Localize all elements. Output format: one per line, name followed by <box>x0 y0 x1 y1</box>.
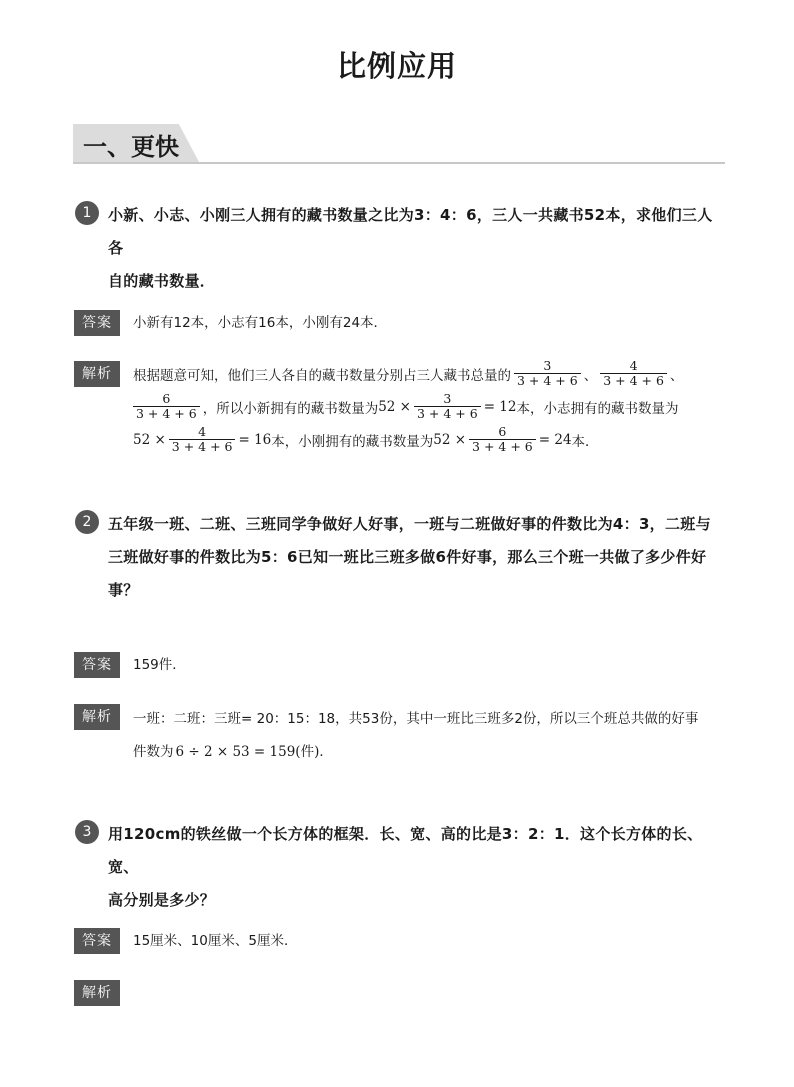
separator: 、 <box>583 367 598 384</box>
question-1-line-1: 小新、小志、小刚三人拥有的藏书数量之比为3：4：6，三人一共藏书52本，求他们三人各 <box>108 206 713 257</box>
fraction-6-over-13: $\frac{6}{3 + 4 + 6}$ <box>133 392 200 421</box>
answer-2-text: 159件． <box>133 657 186 673</box>
math-52-times: 52 × <box>378 398 411 415</box>
explanation-1-text-c: 本，小志拥有的藏书数量为 <box>516 400 679 417</box>
section-header <box>73 124 725 164</box>
fraction-3-over-13: $\frac{3}{3 + 4 + 6}$ <box>414 392 481 421</box>
section-label: 一、更快 <box>83 133 179 161</box>
math-52-times: 52 × <box>133 431 166 448</box>
explanation-2-text-b: ． <box>319 743 333 760</box>
explanation-1-line-1 <box>133 357 713 390</box>
answer-1-text: 小新有12本，小志有16本，小刚有24本． <box>133 315 388 331</box>
explanation-1-line-3 <box>133 423 713 456</box>
explanation-1-text-e: 本． <box>571 433 599 450</box>
explanation-2-line-2 <box>133 733 713 766</box>
question-1-text <box>108 199 713 298</box>
separator: 、 <box>669 367 684 384</box>
answer-tag-1: 答案 <box>74 310 120 336</box>
question-2-text <box>108 508 713 607</box>
explanation-2-line-1: 一班：二班：三班= 20：15：18，共53份，其中一班比三班多2份，所以三个班总共做的好事 <box>133 710 699 727</box>
math-calculation: 6 ÷ 2 × 53 = 159(件) <box>175 743 320 760</box>
answer-tag-3: 答案 <box>74 928 120 954</box>
explanation-2 <box>133 700 713 766</box>
explanation-1-text-b: ，所以小新拥有的藏书数量为 <box>202 400 379 417</box>
question-2-line-1: 五年级一班、二班、三班同学争做好人好事，一班与二班做好事的件数比为4：3，二班与 <box>108 515 711 533</box>
math-52-times: 52 × <box>433 431 467 448</box>
explanation-1 <box>133 357 713 456</box>
question-number-3: 3 <box>75 820 99 844</box>
question-number-2: 2 <box>75 510 99 534</box>
question-2-line-2: 三班做好事的件数比为5：6已知一班比三班多做6件好事，那么三个班一共做了多少件好 <box>108 548 707 566</box>
fraction-3-over-13: $\frac{3}{3 + 4 + 6}$ <box>514 359 581 388</box>
fraction-4-over-13: $\frac{4}{3 + 4 + 6}$ <box>169 425 236 454</box>
page-title: 比例应用 <box>336 49 457 83</box>
explanation-1-line-2 <box>133 390 713 423</box>
question-3-line-1: 用120cm的铁丝做一个长方体的框架．长、宽、高的比是3：2：1．这个长方体的长、宽、 <box>108 825 703 876</box>
explanation-1-text-a: 根据题意可知，他们三人各自的藏书数量分别占三人藏书总量的 <box>133 367 511 384</box>
answer-tag-2: 答案 <box>74 652 120 678</box>
question-2-line-3: 事？ <box>108 581 139 599</box>
math-equals-24: = 24 <box>538 431 572 448</box>
fraction-6-over-13: $\frac{6}{3 + 4 + 6}$ <box>469 425 536 454</box>
explanation-2-text-a: 件数为 <box>133 743 174 760</box>
explanation-1-text-d: 本，小刚拥有的藏书数量为 <box>271 433 434 450</box>
question-3-text <box>108 818 713 917</box>
math-equals-16: = 16 <box>238 431 272 448</box>
question-number-1: 1 <box>75 201 99 225</box>
fraction-4-over-13: $\frac{4}{3 + 4 + 6}$ <box>600 359 667 388</box>
answer-3-text: 15厘米、10厘米、5厘米． <box>133 933 298 949</box>
explanation-tag-2: 解析 <box>74 704 120 730</box>
explanation-tag-1: 解析 <box>74 361 120 387</box>
question-3-line-2: 高分别是多少？ <box>108 891 216 909</box>
explanation-tag-3: 解析 <box>74 980 120 1006</box>
question-1-line-2: 自的藏书数量． <box>108 272 216 290</box>
math-equals-12: = 12 <box>483 398 517 415</box>
